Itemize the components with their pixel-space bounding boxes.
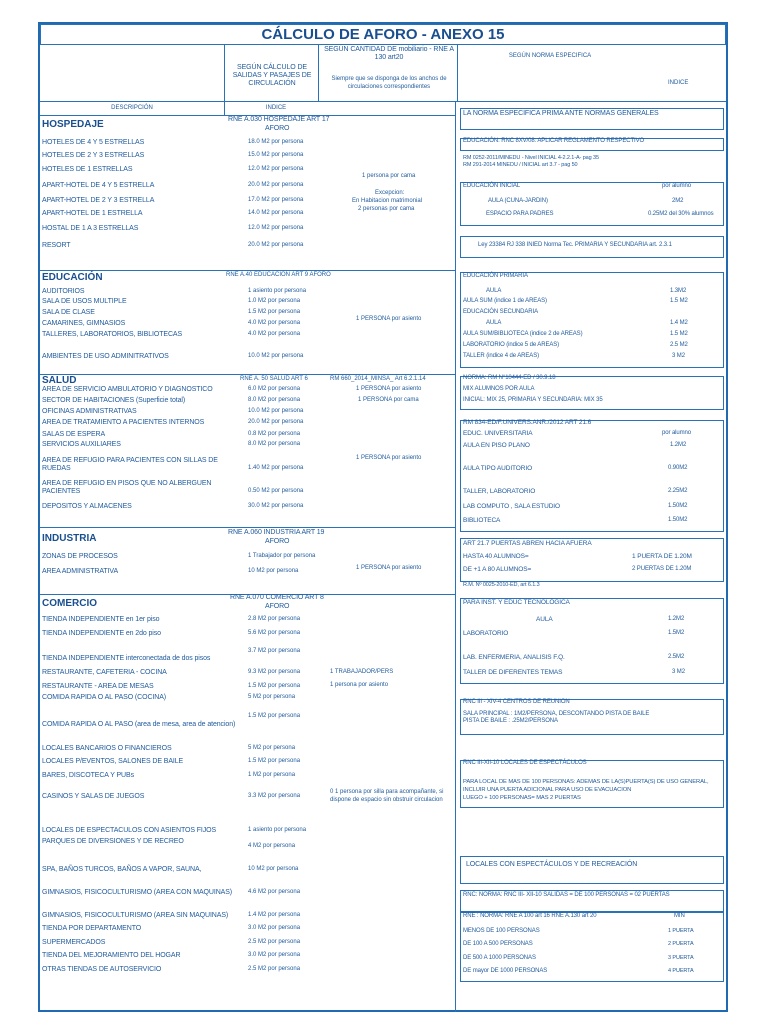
row-label: PACIENTES xyxy=(42,488,81,495)
row-label: APART-HOTEL DE 4 Y 5 ESTRELLA xyxy=(42,182,155,189)
right-note: AULA xyxy=(486,320,502,326)
row-value: 20.0 M2 por persona xyxy=(248,242,304,248)
row-value: 10 M2 por persona xyxy=(248,568,299,574)
row-label: SECTOR DE HABITACIONES (Superficie total) xyxy=(42,397,186,404)
right-note: 1.5 M2 xyxy=(670,298,688,304)
row-value: 1.5 M2 por persona xyxy=(248,309,301,315)
mid-note: 2 personas por cama xyxy=(358,206,415,212)
row-value: 30.0 M2 por persona xyxy=(248,503,304,509)
right-note: LUEGO + 100 PERSONAS= MAS 2 PUERTAS xyxy=(463,795,581,801)
row-label: AREA DE TRATAMIENTO A PACIENTES INTERNOS xyxy=(42,419,205,426)
right-note: 2.5M2 xyxy=(668,654,685,660)
right-note: 1 PUERTA xyxy=(668,928,694,934)
row-label: RESORT xyxy=(42,242,71,249)
row-value: 1.5 M2 por persona xyxy=(248,683,301,689)
right-note: DE mayor DE 1000 PERSONAS xyxy=(463,968,548,974)
right-note: RM 0252-2011/MINEDU - Nivel INICIAL 4-2.2.1-A- pag 35 xyxy=(463,155,599,161)
mid-note: 0 1 persona por silla para acompañante, si xyxy=(330,789,444,795)
row-label: TIENDA INDEPENDIENTE interconectada de dos pisos xyxy=(42,655,211,662)
page-title: CÁLCULO DE AFORO - ANEXO 15 xyxy=(261,26,505,43)
right-note: PISTA DE BAILE : .25M2/PERSONA xyxy=(463,718,558,724)
right-note: 2 PUERTA xyxy=(668,941,694,947)
row-label: APART-HOTEL DE 2 Y 3 ESTRELLA xyxy=(42,197,155,204)
right-note: EDUCACIÓN SECUNDARIA xyxy=(463,309,539,315)
row-value: 4.6 M2 por persona xyxy=(248,889,301,895)
section-norm: RNE A.060 INDUSTRIA ART 19 xyxy=(228,529,325,536)
right-note: por alumno xyxy=(662,430,692,436)
right-note: TALLER DE DIFERENTES TEMAS xyxy=(463,669,563,676)
section-heading: EDUCACIÓN xyxy=(42,272,103,283)
row-label: HOSTAL DE 1 A 3 ESTRELLAS xyxy=(42,225,139,232)
right-note: 1 PUERTA DE 1.20M xyxy=(632,553,692,560)
row-label: AREA DE REFUGIO EN PISOS QUE NO ALBERGUEN xyxy=(42,480,212,487)
row-label: COMIDA RAPIDA O AL PASO (COCINA) xyxy=(42,694,166,701)
right-note: RNE : NORMA: RNE A 100 art 16 RNE A.130 art 20 xyxy=(463,913,597,919)
row-value: 5.6 M2 por persona xyxy=(248,630,301,636)
right-note: AULA xyxy=(486,288,502,294)
row-value: 4 M2 por persona xyxy=(248,843,296,849)
row-value: 5 M2 por persona xyxy=(248,694,296,700)
right-note: AULA SUM (indice 1 de AREAS) xyxy=(463,298,547,304)
header-indice-left: INDICE xyxy=(265,105,287,111)
row-value: 1.40 M2 por persona xyxy=(248,465,304,471)
row-value: 0.8 M2 por persona xyxy=(248,431,301,437)
right-note: 1.5M2 xyxy=(668,630,685,636)
section-norm: RM 660_2014_MINSA_ Art 6.2.1.14 xyxy=(330,376,426,382)
row-value: 4.0 M2 por persona xyxy=(248,331,301,337)
row-label: OTRAS TIENDAS DE AUTOSERVICIO xyxy=(42,966,162,973)
row-value: 3.7 M2 por persona xyxy=(248,648,301,654)
right-note: ESPACIO PARA PADRES xyxy=(486,211,554,217)
right-note: PARA LOCAL DE MAS DE 100 PERSONAS: ADEMAS DE LA(S)PUERTA(S) DE USO GENERAL, xyxy=(463,779,709,785)
row-label: SERVICIOS AUXILIARES xyxy=(42,441,121,448)
right-note: LA NORMA ESPECIFICA PRIMA ANTE NORMAS GENERALES xyxy=(463,110,659,117)
row-label: ZONAS DE PROCESOS xyxy=(42,553,118,560)
row-label: AMBIENTES DE USO ADMINITRATIVOS xyxy=(42,353,169,360)
right-note: TALLER (indice 4 de AREAS) xyxy=(463,353,539,359)
row-value: 2.5 M2 por persona xyxy=(248,966,301,972)
right-note: 0.90M2 xyxy=(668,465,688,471)
right-note: 3 M2 xyxy=(672,669,685,675)
section-heading: INDUSTRIA xyxy=(42,533,97,544)
right-note: PARA INST. Y EDUC TECNOLÓGICA xyxy=(463,599,570,606)
right-note: 3 M2 xyxy=(672,353,685,359)
row-label: SALAS DE ESPERA xyxy=(42,431,106,438)
section-norm: AFORO xyxy=(265,538,290,545)
mid-note: 1 PERSONA por asiento xyxy=(356,316,422,322)
row-value: 15.0 M2 por persona xyxy=(248,152,304,158)
row-label: LOCALES P/EVENTOS, SALONES DE BAILE xyxy=(42,758,184,765)
row-label: CASINOS Y SALAS DE JUEGOS xyxy=(42,793,145,800)
mid-note: 1 PERSONA por asiento xyxy=(356,386,422,392)
row-value: 10 M2 por persona xyxy=(248,866,299,872)
header-cantidad-note: Siempre que se disponga de los anchos de circulaciones correspondientes xyxy=(331,76,447,90)
row-value: 1.5 M2 por persona xyxy=(248,758,301,764)
row-value: 1.5 M2 por persona xyxy=(248,713,301,719)
mid-note: 1 persona por cama xyxy=(362,173,416,179)
row-label: HOTELES DE 2 Y 3 ESTRELLAS xyxy=(42,152,145,159)
right-note: AULA TIPO AUDITORIO xyxy=(463,465,533,472)
right-note: MENOS DE 100 PERSONAS xyxy=(463,928,540,934)
row-label: AREA ADMINISTRATIVA xyxy=(42,568,119,575)
right-note: 2.25M2 xyxy=(668,488,688,494)
header-cantidad: SEGÚN CANTIDAD DE mobiliario - RNE A 130 art20 xyxy=(324,46,454,61)
row-label: RESTAURANTE, CAFETERIA - COCINA xyxy=(42,669,167,676)
right-note: EDUC. UNIVERSITARIA xyxy=(463,430,533,437)
right-note: EDUCACIÓN: RNC 8XV/08: APLICAR REGLAMENTO RESPECTIVO xyxy=(463,138,645,144)
mid-note: Excepcion: xyxy=(375,190,405,196)
right-note: 1.4 M2 xyxy=(670,320,688,326)
right-note: LAB COMPUTO , SALA ESTUDIO xyxy=(463,503,560,510)
right-note: DE +1 A 80 ALUMNOS= xyxy=(463,566,532,573)
right-note: EDUCACIÓN INICIAL xyxy=(463,183,520,189)
row-label: SALA DE USOS MULTIPLE xyxy=(42,298,127,305)
row-value: 10.0 M2 por persona xyxy=(248,408,304,414)
right-note: DE 100 A 500 PERSONAS xyxy=(463,941,533,947)
right-note: RNC III - XIV-4 CENTROS DE REUNION xyxy=(463,699,570,705)
row-value: 1.4 M2 por persona xyxy=(248,912,301,918)
row-label: HOTELES DE 4 Y 5 ESTRELLAS xyxy=(42,139,145,146)
section-norm: AFORO xyxy=(265,125,290,132)
row-label: LOCALES DE ESPECTACULOS CON ASIENTOS FIJOS xyxy=(42,827,217,834)
right-note: MIN xyxy=(674,913,685,919)
right-note: AULA xyxy=(536,616,553,623)
row-value: 0.50 M2 por persona xyxy=(248,488,304,494)
row-label: TIENDA INDEPENDIENTE en 2do piso xyxy=(42,630,161,637)
row-value: 4.0 M2 por persona xyxy=(248,320,301,326)
right-note: AULA EN PISO PLANO xyxy=(463,442,530,449)
row-label: RESTAURANTE - AREA DE MESAS xyxy=(42,683,154,690)
row-value: 1 M2 por persona xyxy=(248,772,296,778)
row-value: 17.0 M2 por persona xyxy=(248,197,304,203)
section-heading: HOSPEDAJE xyxy=(42,119,104,130)
right-note: 1.5 M2 xyxy=(670,331,688,337)
row-value: 2.5 M2 por persona xyxy=(248,939,301,945)
row-label: BARES, DISCOTECA Y PUBs xyxy=(42,772,134,779)
row-label: CAMARINES, GIMNASIOS xyxy=(42,320,126,327)
row-value: 10.0 M2 por persona xyxy=(248,353,304,359)
right-note: 1.2M2 xyxy=(668,616,685,622)
row-value: 1 asiento por persona xyxy=(248,827,307,833)
header-calc: SEGÚN CÁLCULO DE SALIDAS Y PASAJES DE CIRCULACIÓN xyxy=(232,64,312,87)
right-note: 0.25M2 del 30% alumnos xyxy=(648,211,714,217)
right-note: RM 834-ED/F.UNIVERS.ANR./2012 ART 21.6 xyxy=(463,419,592,426)
row-label: LOCALES BANCARIOS O FINANCIEROS xyxy=(42,745,172,752)
mid-note: En Habitacion matrimonial xyxy=(352,198,423,204)
mid-note: 1 TRABAJADOR/PERS xyxy=(330,669,394,675)
right-note: 2.5 M2 xyxy=(670,342,688,348)
right-note: LOCALES CON ESPECTÁCULOS Y DE RECREACIÓN xyxy=(466,861,638,868)
right-note: MIX ALUMNOS POR AULA xyxy=(463,386,535,392)
right-note: RNC: NORMA: RNC III- XII-10 SALIDAS = DE 100 PERSONAS = 02 PUERTAS xyxy=(463,892,670,898)
row-value: 12.0 M2 por persona xyxy=(248,166,304,172)
row-label: SPA, BAÑOS TURCOS, BAÑOS A VAPOR, SAUNA, xyxy=(42,866,202,873)
right-note: 4 PUERTA xyxy=(668,968,694,974)
row-value: 6.0 M2 por persona xyxy=(248,386,301,392)
right-note: ART 21.7 PUERTAS ABREN HACIA AFUERA xyxy=(463,540,592,547)
right-note: INICIAL: MIX 25, PRIMARIA Y SECUNDARIA: MIX 35 xyxy=(463,397,603,403)
row-value: 1 Trabajador por persona xyxy=(248,553,316,559)
mid-note: 1 persona por asiento xyxy=(330,682,389,688)
section-norm: RNE A.40 EDUCACION ART 9 AFORO xyxy=(226,272,331,278)
section-norm: RNE A.070 COMERCIO ART 8 xyxy=(230,594,324,601)
right-note: HASTA 40 ALUMNOS= xyxy=(463,553,529,560)
right-note: AULA (CUNA-JARDIN) xyxy=(488,198,548,204)
section-heading: SALUD xyxy=(42,375,77,386)
header-norma: SEGÚN NORMA ESPECIFICA xyxy=(508,53,592,59)
right-note: 1.50M2 xyxy=(668,517,688,523)
right-note: Ley 23384 RJ 338 INIED Norma Tec. PRIMARIA Y SECUNDARIA art. 2.3.1 xyxy=(478,242,672,248)
row-value: 3.0 M2 por persona xyxy=(248,952,301,958)
header-descripcion: DESCRIPCIÓN xyxy=(111,105,153,111)
section-heading: COMERCIO xyxy=(42,598,97,609)
right-note: 2 PUERTAS DE 1.20M xyxy=(632,566,692,572)
row-value: 18.0 M2 por persona xyxy=(248,139,304,145)
row-label: DEPOSITOS Y ALMACENES xyxy=(42,503,132,510)
right-note: AULA SUM/BIBLIOTECA (indice 2 de AREAS) xyxy=(463,331,583,337)
right-note: INCLUIR UNA PUERTA ADICIONAL PARA USO DE EVACUACION xyxy=(463,787,632,793)
row-label: TIENDA POR DEPARTAMENTO xyxy=(42,925,142,932)
row-label: TALLERES, LABORATORIOS, BIBLIOTECAS xyxy=(42,331,183,338)
mid-note: 1 PERSONA por cama xyxy=(358,397,419,403)
mid-note: 1 PERSONA por asiento xyxy=(356,455,422,461)
right-note: RM 291-2014 MINEDU / INICIAL art 3.7 - pag 50 xyxy=(463,162,578,168)
row-label: SUPERMERCADOS xyxy=(42,939,106,946)
right-note: SALA PRINCIPAL : 1M2/PERSONA, DESCONTANDO PISTA DE BAILE xyxy=(463,711,650,717)
row-label: COMIDA RAPIDA O AL PASO (area de mesa, area de atencion) xyxy=(42,721,236,728)
row-value: 20.0 M2 por persona xyxy=(248,419,304,425)
row-value: 14.0 M2 por persona xyxy=(248,210,304,216)
row-value: 3.0 M2 por persona xyxy=(248,925,301,931)
row-label: APART-HOTEL DE 1 ESTRELLA xyxy=(42,210,143,217)
mid-note: 1 PERSONA por asiento xyxy=(356,565,422,571)
right-note: por alumno xyxy=(662,183,692,189)
right-note: LABORATORIO xyxy=(463,630,509,637)
right-note: EDUCACIÓN PRIMARIA xyxy=(463,273,528,279)
right-note: DE 500 A 1000 PERSONAS xyxy=(463,955,536,961)
right-note: NORMA: RM N°10444-ED / 30.9.18 xyxy=(463,375,556,381)
row-value: 1.0 M2 por persona xyxy=(248,298,301,304)
right-note: TALLER, LABORATORIO xyxy=(463,488,536,495)
row-value: 2.8 M2 por persona xyxy=(248,616,301,622)
section-norm: RNE A. 50 SALUD ART 6 xyxy=(240,376,308,382)
section-norm: RNE A.030 HOSPEDAJE ART 17 xyxy=(228,116,330,123)
right-note: 1.2M2 xyxy=(670,442,687,448)
right-note: 3 PUERTA xyxy=(668,955,694,961)
row-label: RUEDAS xyxy=(42,465,71,472)
row-value: 20.0 M2 por persona xyxy=(248,182,304,188)
header-indice: INDICE xyxy=(668,80,689,86)
right-note: RNC III-XII-10 LOCALES DE ESPECTÁCULOS xyxy=(463,760,587,766)
right-note: 1.50M2 xyxy=(668,503,688,509)
row-value: 8.0 M2 por persona xyxy=(248,397,301,403)
row-label: OFICINAS ADMINISTRATIVAS xyxy=(42,408,137,415)
right-note: LABORATORIO (indice 5 de AREAS) xyxy=(463,342,560,348)
row-value: 5 M2 por persona xyxy=(248,745,296,751)
row-value: 8.0 M2 por persona xyxy=(248,441,301,447)
row-value: 1 asiento por persona xyxy=(248,288,307,294)
section-norm: AFORO xyxy=(265,603,290,610)
mid-note: dispone de espacio sin obstruir circulacion xyxy=(330,797,443,803)
row-label: TIENDA DEL MEJORAMIENTO DEL HOGAR xyxy=(42,952,181,959)
right-note: BIBLIOTECA xyxy=(463,517,501,524)
row-label: PARQUES DE DIVERSIONES Y DE RECREO xyxy=(42,838,184,845)
right-note: 2M2 xyxy=(672,198,684,204)
right-note: LAB. ENFERMERIA, ANALISIS F.Q. xyxy=(463,654,565,661)
row-label: AREA DE SERVICIO AMBULATORIO Y DIAGNOSTICO xyxy=(42,386,213,393)
right-note: 1.3M2 xyxy=(670,288,687,294)
row-value: 9.3 M2 por persona xyxy=(248,669,301,675)
row-value: 12.0 M2 por persona xyxy=(248,225,304,231)
row-label: SALA DE CLASE xyxy=(42,309,95,316)
row-label: HOTELES DE 1 ESTRELLAS xyxy=(42,166,133,173)
row-label: GIMNASIOS, FISICOCULTURISMO (AREA CON MAQUINAS) xyxy=(42,889,233,896)
row-label: GIMNASIOS, FISICOCULTURISMO (AREA SIN MAQUINAS) xyxy=(42,912,229,919)
row-label: AREA DE REFUGIO PARA PACIENTES CON SILLAS DE xyxy=(42,457,218,464)
row-label: AUDITORIOS xyxy=(42,288,85,295)
right-note: R.M. Nº 0025-2010-ED, art 6.1.3 xyxy=(463,582,540,588)
row-value: 3.3 M2 por persona xyxy=(248,793,301,799)
row-label: TIENDA INDEPENDIENTE en 1er piso xyxy=(42,616,160,623)
